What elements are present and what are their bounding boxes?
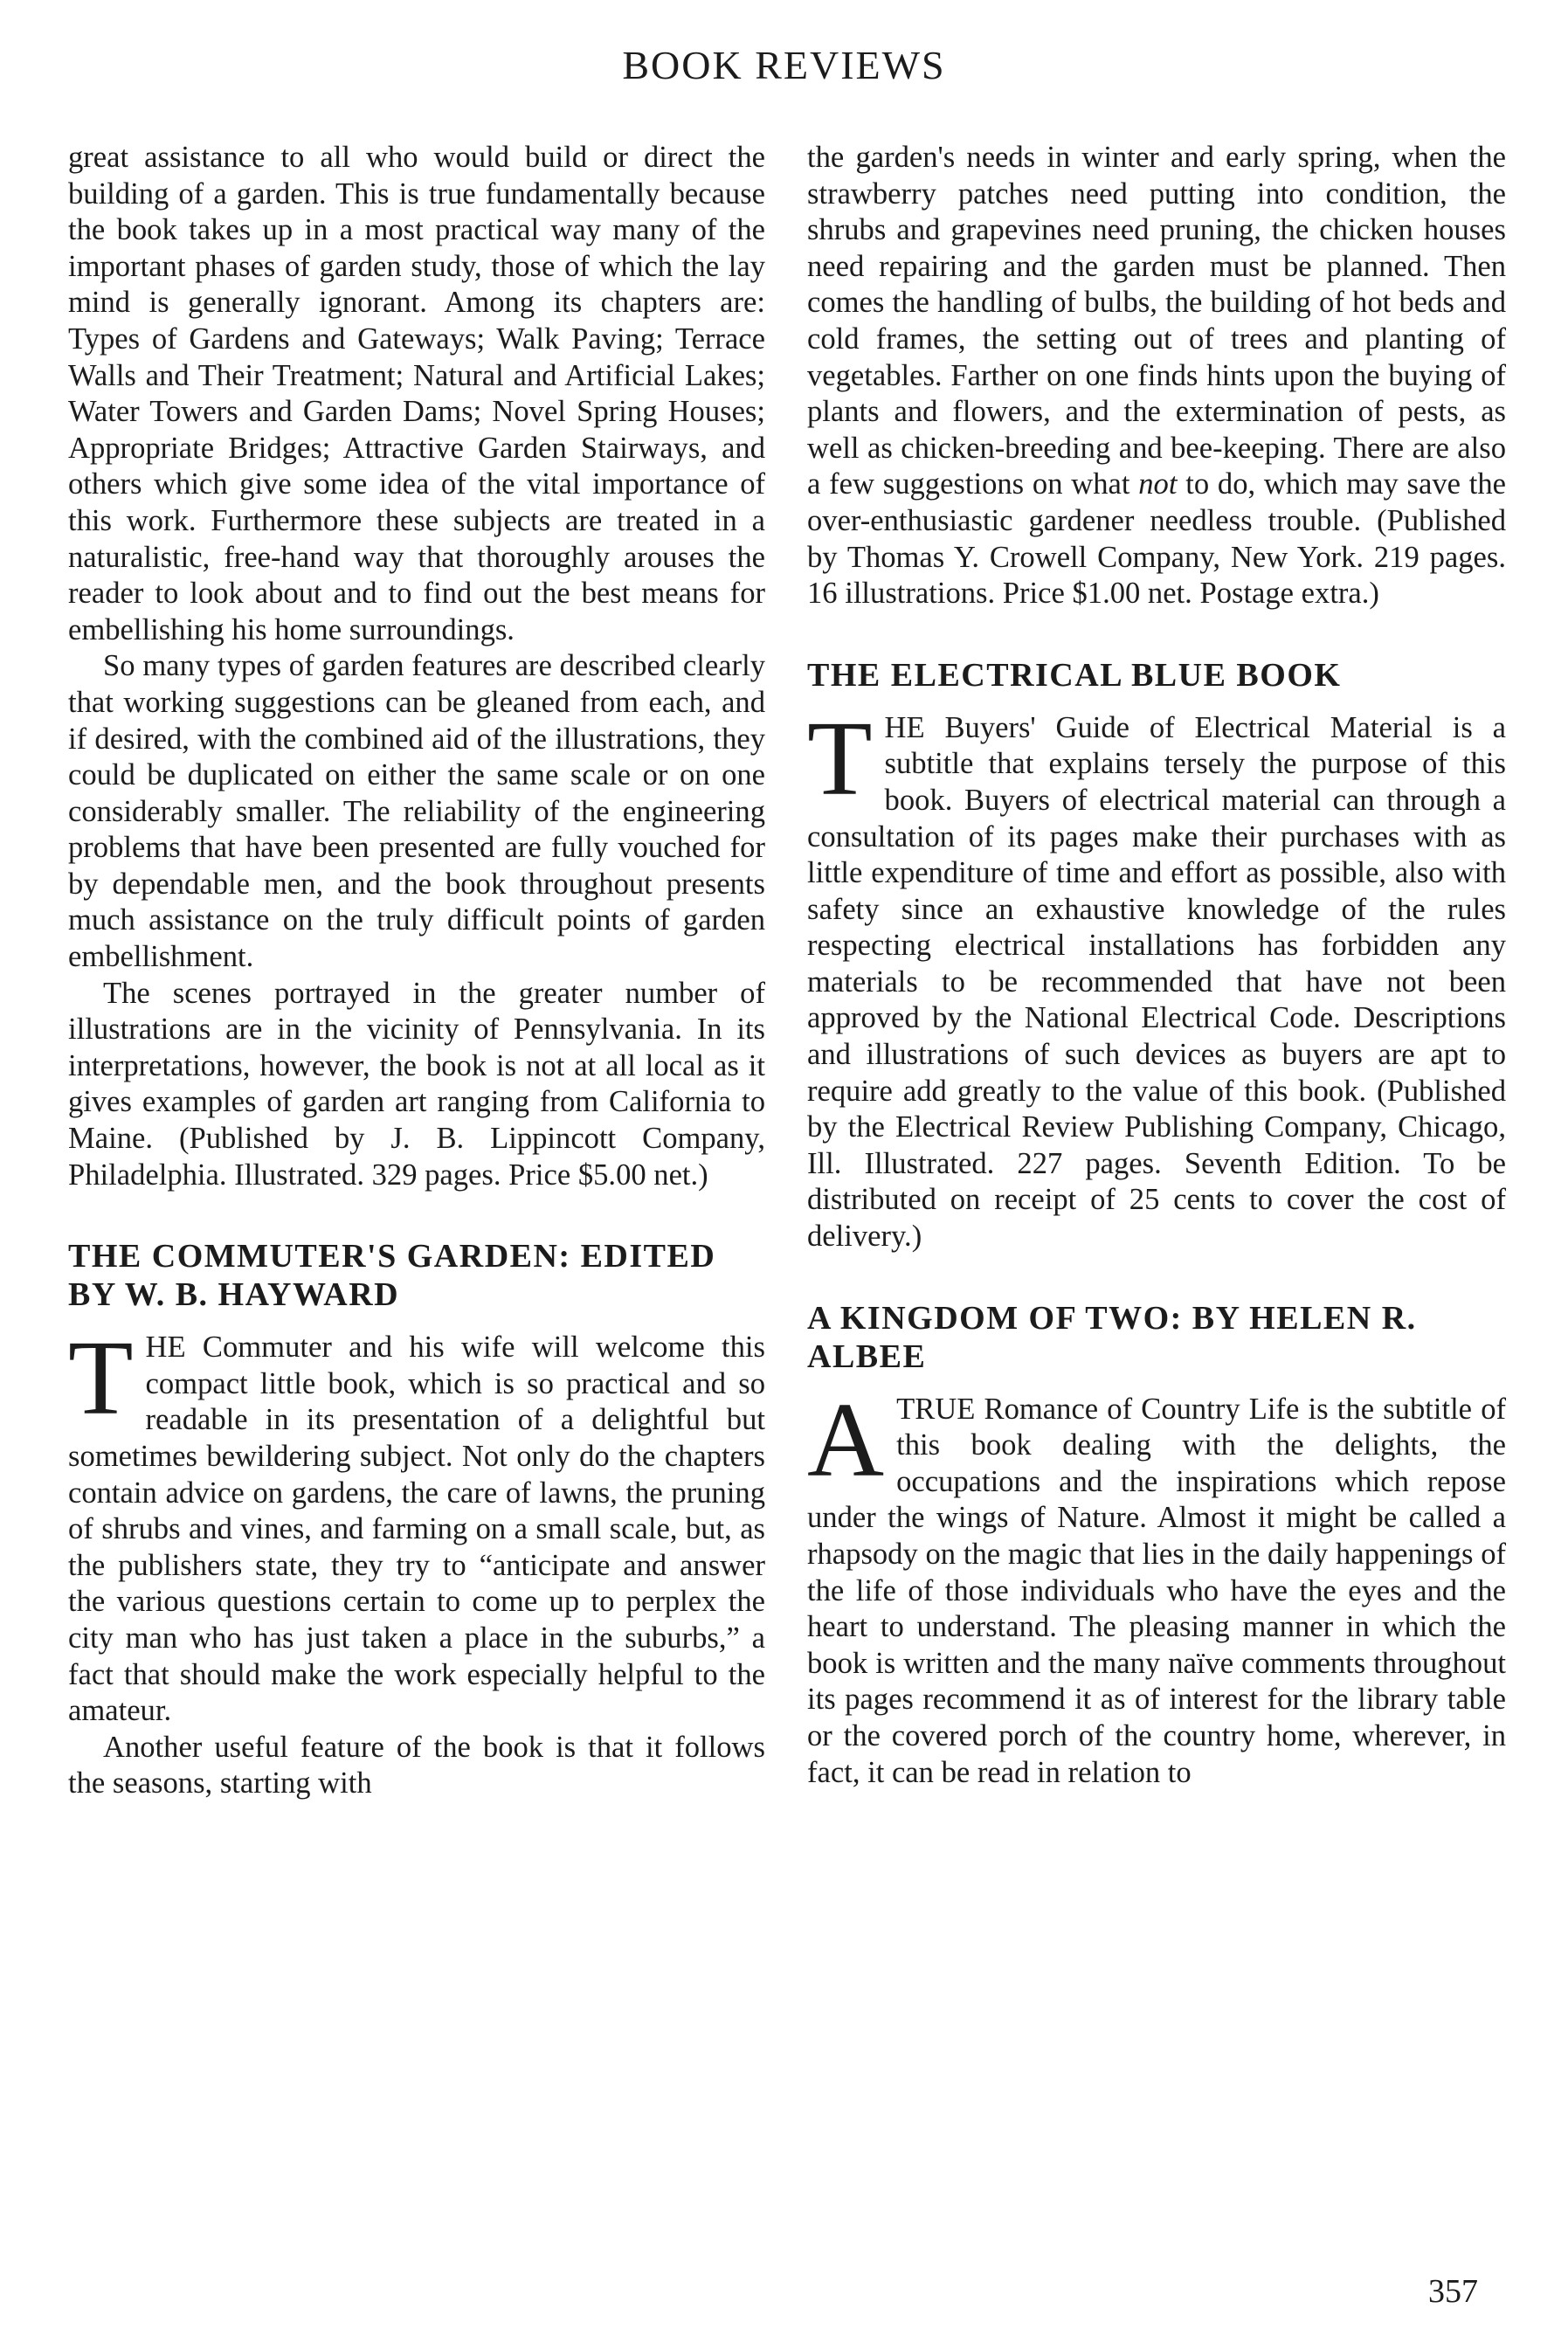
page-number: 357 (1428, 2273, 1478, 2310)
kingdom-of-two-text: TRUE Romance of Country Life is the subtitle of this book dealing with the delights, the occupations and the inspirations which repose under the wings of Nature. Almost it might be called a rhapsody on the magic that lies in the daily happenings of the life of those individuals who have the eyes and the heart to understand. The pleasing manner in which the book is written and the many naïve comments throughout its pages recommend it as of interest for the library table or the covered porch of the country home, wherever, in fact, it can be read in relation to (807, 1392, 1506, 1789)
drop-cap: T (807, 699, 873, 818)
right-column (807, 140, 1506, 1791)
left-column (68, 140, 765, 1802)
left-paragraph-3: The scenes portrayed in the greater number of illustrations are in the vicinity of Pennsylvania. In its interpretations, however, the book is not at all local as it gives examples of garden art ranging from California to Maine. (Published by J. B. Lippincott Company, Philadelphia. Illustrated. 329 pages. Price $5.00 net.) (68, 976, 765, 1192)
left-paragraph-2: So many types of garden features are described clearly that working suggestions can be gleaned from each, and if desired, with the combined aid of the illustrations, they could be duplicated on either the same scale or on one considerably smaller. The reliability of the engineering problems that have been presented are fully vouched for by dependable men, and the book throughout presents much assistance on the truly difficult points of garden embellishment. (68, 649, 765, 974)
kingdom-of-two-paragraph (807, 1380, 1506, 1792)
commuter-garden-paragraph-1 (68, 1319, 765, 1730)
running-head: BOOK REVIEWS (622, 43, 946, 87)
commuter-garden-heading: THE COMMUTER'S GARDEN: EDITED BY W. B. HAYWARD (68, 1238, 716, 1314)
drop-cap: A (807, 1380, 885, 1499)
kingdom-of-two-heading: A KINGDOM OF TWO: BY HELEN R. ALBEE (807, 1299, 1417, 1375)
electrical-blue-book-text: HE Buyers' Guide of Electrical Material is a subtitle that explains tersely the purpose of this book. Buyers of electrical material can through a consultation of its pages make their purchases with as little expenditure of time and effort as possible, also with safety since an exhaustive knowledge of the rules respecting electrical installations has forbidden any materials to be recommended that have not been approved by the National Electrical Code. Descriptions and illustrations of such devices as buyers are apt to require add greatly to the value of this book. (Published by the Electrical Review Publishing Company, Chicago, Ill. Illustrated. 227 pages. Seventh Edition. To be distributed on receipt of 25 cents to cover the cost of delivery.) (807, 710, 1506, 1254)
electrical-blue-book-heading: THE ELECTRICAL BLUE BOOK (807, 656, 1342, 694)
commuter-garden-text-1: HE Commuter and his wife will welcome this compact little book, which is so practical and so readable in its presentation of a delightful but sometimes bewildering subject. Not only do the chapters contain advice on gardens, the care of lawns, the pruning of shrubs and vines, and farming on a small scale, but, as the publishers state, they try to “anticipate and answer the various questions certain to come up to perplex the city man who has just taken a place in the suburbs,” a fact that should make the work especially helpful to the amateur. (68, 1331, 765, 1728)
right-paragraph-1-text: the garden's needs in winter and early spring, when the strawberry patches need putting into condition, the shrubs and grapevines need pruning, the chicken houses need repairing and the garden must be planned. Then comes the handling of bulbs, the building of hot beds and cold frames, the setting out of trees and planting of vegetables. Farther on one finds hints upon the buying of plants and flowers, and the extermination of pests, as well as chicken-breeding and bee-keeping. There are also a few suggestions on what (807, 141, 1506, 501)
drop-cap: T (68, 1319, 134, 1438)
emphasis-not: not (1138, 467, 1178, 501)
electrical-blue-book-paragraph (807, 699, 1506, 1255)
commuter-garden-paragraph-2: Another useful feature of the book is that it follows the seasons, starting with (68, 1730, 765, 1801)
left-paragraph-1: great assistance to all who would build or direct the building of a garden. This is true fundamentally because the book takes up in a most practical way many of the important phases of garden study, those of which the lay mind is generally ignorant. Among its chapters are: Types of Gardens and Gateways; Walk Paving; Terrace Walls and Their Treatment; Natural and Artificial Lakes; Water Towers and Garden Dams; Novel Spring Houses; Appropriate Bridges; Attractive Garden Stairways, and others which give some idea of the vital importance of this work. Furthermore these subjects are treated in a naturalistic, free-hand way that thoroughly arouses the reader to look about and to find out the best means for embellishing his home surroundings. (68, 141, 765, 646)
right-paragraph-1 (807, 140, 1506, 612)
right-paragraph-1-end: to do, which may save the over-enthusiastic gardener needless trouble. (Published by Thomas Y. Crowell Company, New York. 219 pages. 16 illustrations. Price $1.00 net. Postage extra.) (807, 467, 1506, 611)
